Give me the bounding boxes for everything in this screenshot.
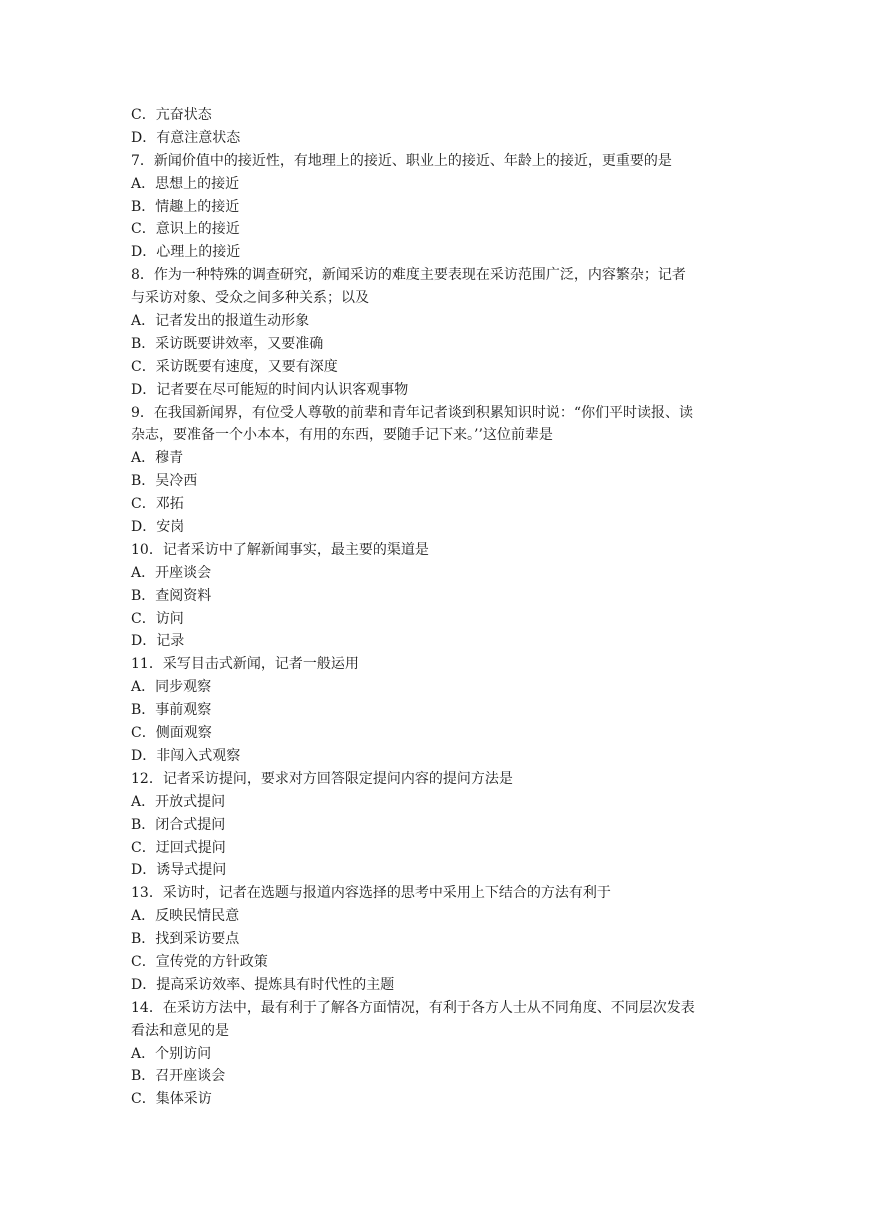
option-line: D．有意注意状态 — [131, 129, 241, 146]
option-line: B．闭合式提问 — [131, 816, 226, 833]
option-line: C．采访既要有速度，又要有深度 — [131, 358, 338, 375]
question-line: 12．记者采访提问，要求对方回答限定提问内容的提问方法是 — [131, 770, 513, 787]
option-line: A．个别访问 — [131, 1045, 212, 1062]
option-line: B．事前观察 — [131, 702, 212, 719]
option-line: D．安岗 — [131, 519, 185, 536]
option-line: B．吴冷西 — [131, 473, 198, 490]
question-continuation-line: 杂志，要准备一个小本本，有用的东西，要随手记下来。’’这位前辈是 — [131, 427, 553, 444]
question-line: 8．作为一种特殊的调查研究，新闻采访的难度主要表现在采访范围广泛，内容繁杂；记者 — [131, 267, 686, 284]
question-line: 7．新闻价值中的接近性，有地理上的接近、职业上的接近、年龄上的接近，更重要的是 — [131, 152, 672, 169]
option-line: C．亢奋状态 — [131, 107, 212, 123]
option-line: C．邓拓 — [131, 496, 184, 513]
option-line: D．诱导式提问 — [131, 862, 227, 879]
option-line: B．查阅资料 — [131, 587, 212, 604]
option-line: A．开放式提问 — [131, 793, 226, 810]
option-line: C．访问 — [131, 610, 184, 627]
question-line: 10．记者采访中了解新闻事实，最主要的渠道是 — [131, 541, 429, 558]
option-line: C．集体采访 — [131, 1091, 212, 1108]
option-line: B．找到采访要点 — [131, 931, 240, 948]
option-line: D．提高采访效率、提炼具有时代性的主题 — [131, 976, 395, 993]
option-line: B．采访既要讲效率，又要准确 — [131, 335, 324, 352]
question-line: 14．在采访方法中，最有利于了解各方面情况，有利于各方人士从不同角度、不同层次发表 — [131, 999, 695, 1016]
option-line: C．迂回式提问 — [131, 839, 226, 856]
option-line: A．穆青 — [131, 450, 184, 467]
option-line: B．召开座谈会 — [131, 1068, 226, 1085]
question-line: 11．采写目击式新闻，记者一般运用 — [131, 656, 359, 673]
option-line: A．记者发出的报道生动形象 — [131, 313, 310, 330]
option-line: A．反映民情民意 — [131, 908, 240, 925]
option-line: D．记录 — [131, 633, 185, 650]
option-line: A．同步观察 — [131, 679, 212, 696]
question-line: 9．在我国新闻界，有位受人尊敬的前辈和青年记者谈到积累知识时说：“你们平时读报、读 — [131, 404, 694, 421]
question-continuation-line: 与采访对象、受众之间多种关系；以及 — [131, 290, 369, 307]
question-line: 13．采访时，记者在选题与报道内容选择的思考中采用上下结合的方法有利于 — [131, 885, 611, 902]
option-line: B．情趣上的接近 — [131, 198, 240, 215]
document-page — [131, 104, 731, 1111]
question-continuation-line: 看法和意见的是 — [131, 1022, 229, 1039]
option-line: C．宣传党的方针政策 — [131, 953, 268, 970]
option-line: D．非闯入式观察 — [131, 747, 241, 764]
option-line: D．心理上的接近 — [131, 244, 241, 261]
option-line: A．开座谈会 — [131, 564, 212, 581]
option-line: D．记者要在尽可能短的时间内认识客观事物 — [131, 381, 409, 398]
option-line: C．意识上的接近 — [131, 221, 240, 238]
option-line: C．侧面观察 — [131, 725, 212, 742]
option-line: A．思想上的接近 — [131, 175, 240, 192]
